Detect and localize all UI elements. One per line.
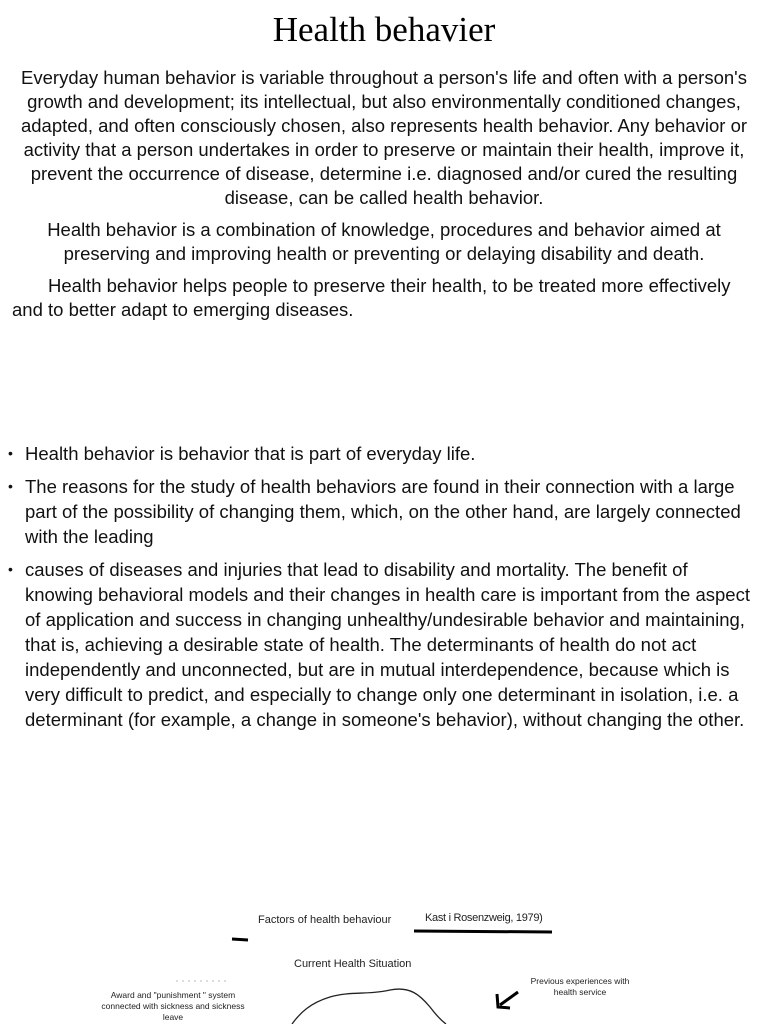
bullet-icon: • (8, 561, 13, 577)
bullet-icon: • (8, 445, 13, 461)
bullet-text: Health behavior is behavior that is part of everyday life. (25, 443, 476, 464)
diagram-center-label: Current Health Situation (294, 958, 412, 970)
arrow-icon (500, 992, 518, 1005)
intro-text (12, 66, 756, 330)
bullet-item (8, 474, 760, 549)
situation-curve (292, 989, 446, 1024)
bullet-item (8, 557, 760, 732)
slide-title: Health behavier (272, 10, 496, 49)
intro-paragraph: Health behavior helps people to preserve their health, to be treated more effectively and to better adapt to emerging diseases. (12, 275, 731, 320)
intro-paragraph: Everyday human behavior is variable throughout a person's life and often with a person's growth and development; its intellectual, but also environmentally conditioned changes, adapted, and often consciously chosen, also represents health behavior. Any behavior or activity that a person undertakes in order to preserve or maintain their health, improve it, prevent the occurrence of disease, determine i.e. diagnosed and/or cured the resulting disease, can be called health behavior. (20, 67, 748, 208)
citation-underline (414, 931, 552, 932)
diagram-left-label: Award and "punishment " system connected with sickness and sickness leave (101, 990, 245, 1022)
intro-paragraph: Health behavior is a combination of knowledge, procedures and behavior aimed at preserving and improving health or preventing or delaying disability and death. (47, 219, 721, 264)
left-dash (232, 939, 248, 940)
diagram-title: Factors of health behaviour (258, 914, 392, 926)
bullet-list (8, 441, 760, 740)
bullet-icon: • (8, 478, 13, 494)
diagram-citation: Kast i Rosenzweig, 1979) (425, 912, 543, 924)
bullet-text: causes of diseases and injuries that lead to disability and mortality. The benefit of knowing behavioral models and their changes in health care is important from the aspect of application and success in changing unhealthy/undesirable behavior and maintaining, that is, achieving a desirable state of health. The determinants of health do not act independently and unconnected, but are in mutual interdependence, because which is very difficult to predict, and especially to change only one determinant in isolation, i.e. a determinant (for example, a change in someone's behavior), without changing the other. (25, 559, 750, 730)
bullet-text: The reasons for the study of health behaviors are found in their connection with a large part of the possibility of changing them, which, on the other hand, are largely connected with the leading (25, 476, 741, 547)
bullet-item (8, 441, 760, 466)
diagram-right-label: Previous experiences with health service (530, 976, 630, 997)
health-factors-diagram (0, 895, 768, 1024)
